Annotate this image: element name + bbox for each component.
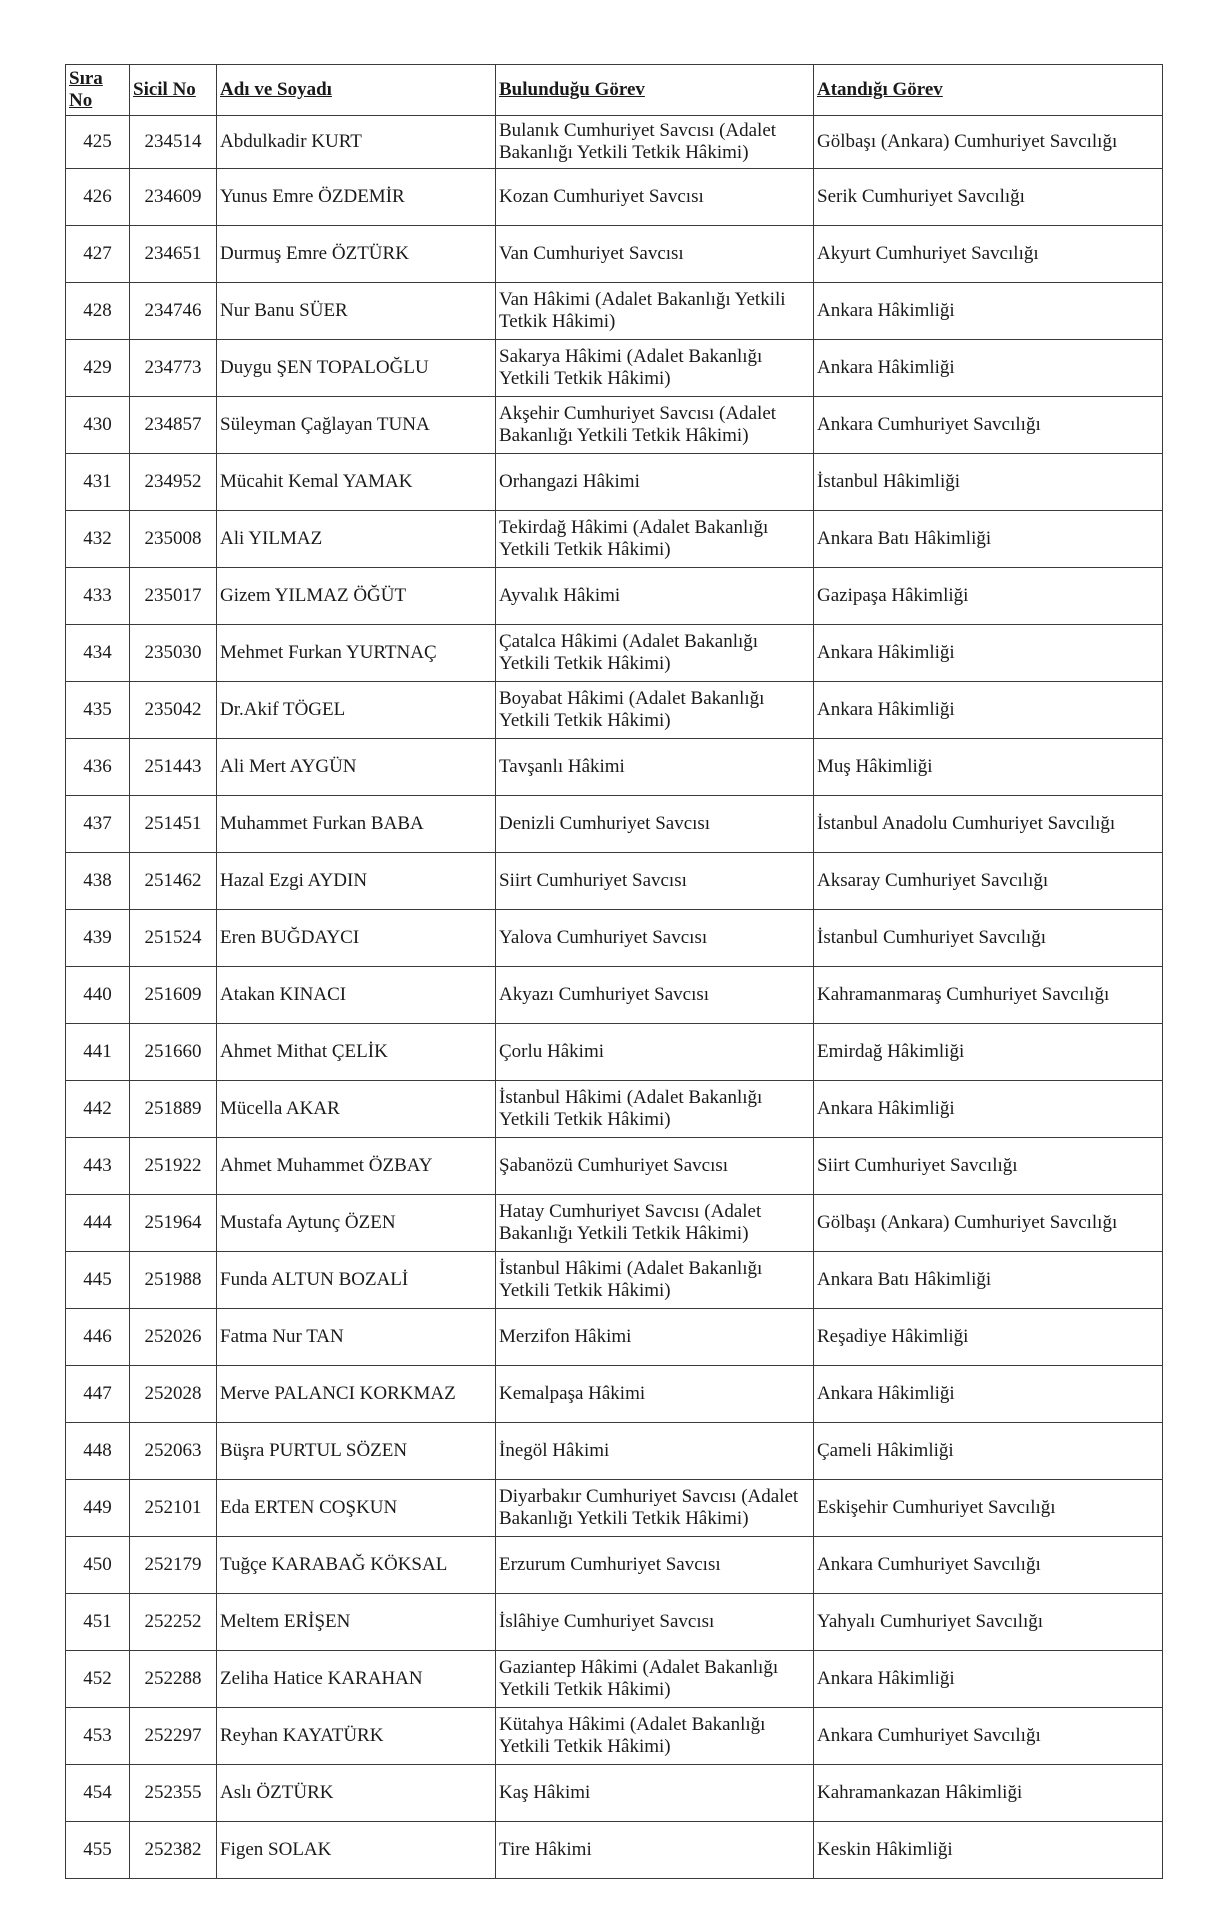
cell-current-duty: Yalova Cumhuriyet Savcısı [496,910,814,967]
cell-name: Ali Mert AYGÜN [217,739,496,796]
cell-name: Meltem ERİŞEN [217,1594,496,1651]
cell-name: Mustafa Aytunç ÖZEN [217,1195,496,1252]
cell-sicil-no: 251451 [130,796,217,853]
cell-name: Yunus Emre ÖZDEMİR [217,169,496,226]
cell-sira-no: 449 [66,1480,130,1537]
cell-current-duty: Bulanık Cumhuriyet Savcısı (Adalet Bakanlığı Yetkili Tetkik Hâkimi) [496,116,814,169]
cell-current-duty: Sakarya Hâkimi (Adalet Bakanlığı Yetkili Tetkik Hâkimi) [496,340,814,397]
cell-sira-no: 432 [66,511,130,568]
table-row [66,739,1163,796]
cell-assigned-duty: Ankara Hâkimliği [814,1651,1163,1708]
cell-current-duty: Boyabat Hâkimi (Adalet Bakanlığı Yetkili Tetkik Hâkimi) [496,682,814,739]
table-row [66,1309,1163,1366]
cell-current-duty: Akyazı Cumhuriyet Savcısı [496,967,814,1024]
cell-sira-no: 438 [66,853,130,910]
cell-assigned-duty: İstanbul Hâkimliği [814,454,1163,511]
table-row [66,853,1163,910]
cell-assigned-duty: Ankara Cumhuriyet Savcılığı [814,397,1163,454]
cell-name: Süleyman Çağlayan TUNA [217,397,496,454]
cell-name: Abdulkadir KURT [217,116,496,169]
cell-sicil-no: 234773 [130,340,217,397]
cell-current-duty: İslâhiye Cumhuriyet Savcısı [496,1594,814,1651]
cell-assigned-duty: Keskin Hâkimliği [814,1822,1163,1879]
cell-sicil-no: 252252 [130,1594,217,1651]
cell-sicil-no: 252179 [130,1537,217,1594]
table-row [66,454,1163,511]
cell-current-duty: Hatay Cumhuriyet Savcısı (Adalet Bakanlığı Yetkili Tetkik Hâkimi) [496,1195,814,1252]
table-header-row [66,65,1163,116]
cell-sicil-no: 251889 [130,1081,217,1138]
cell-current-duty: Kütahya Hâkimi (Adalet Bakanlığı Yetkili Tetkik Hâkimi) [496,1708,814,1765]
table-row [66,1651,1163,1708]
cell-assigned-duty: Kahramankazan Hâkimliği [814,1765,1163,1822]
cell-sicil-no: 251443 [130,739,217,796]
cell-sicil-no: 251609 [130,967,217,1024]
cell-name: Fatma Nur TAN [217,1309,496,1366]
cell-current-duty: Tekirdağ Hâkimi (Adalet Bakanlığı Yetkili Tetkik Hâkimi) [496,511,814,568]
cell-sira-no: 431 [66,454,130,511]
cell-name: Muhammet Furkan BABA [217,796,496,853]
cell-sicil-no: 235008 [130,511,217,568]
table-row [66,397,1163,454]
cell-assigned-duty: Gölbaşı (Ankara) Cumhuriyet Savcılığı [814,116,1163,169]
cell-assigned-duty: Ankara Hâkimliği [814,1081,1163,1138]
cell-sira-no: 430 [66,397,130,454]
cell-name: Durmuş Emre ÖZTÜRK [217,226,496,283]
cell-current-duty: Kaş Hâkimi [496,1765,814,1822]
cell-assigned-duty: Aksaray Cumhuriyet Savcılığı [814,853,1163,910]
cell-sicil-no: 235042 [130,682,217,739]
cell-assigned-duty: Reşadiye Hâkimliği [814,1309,1163,1366]
table-row [66,511,1163,568]
table-row [66,1708,1163,1765]
table-row [66,1594,1163,1651]
cell-sira-no: 447 [66,1366,130,1423]
cell-name: Ali YILMAZ [217,511,496,568]
cell-assigned-duty: Muş Hâkimliği [814,739,1163,796]
cell-sira-no: 427 [66,226,130,283]
cell-assigned-duty: Ankara Batı Hâkimliği [814,511,1163,568]
table-row [66,625,1163,682]
cell-sicil-no: 252101 [130,1480,217,1537]
table-row [66,1138,1163,1195]
cell-sicil-no: 251660 [130,1024,217,1081]
cell-sicil-no: 252026 [130,1309,217,1366]
cell-sira-no: 435 [66,682,130,739]
cell-assigned-duty: Siirt Cumhuriyet Savcılığı [814,1138,1163,1195]
cell-name: Dr.Akif TÖGEL [217,682,496,739]
cell-sicil-no: 251922 [130,1138,217,1195]
cell-sira-no: 450 [66,1537,130,1594]
cell-name: Gizem YILMAZ ÖĞÜT [217,568,496,625]
cell-sicil-no: 251462 [130,853,217,910]
cell-sicil-no: 235017 [130,568,217,625]
header-assigned-duty: Atandığı Görev [814,65,1163,116]
cell-name: Duygu ŞEN TOPALOĞLU [217,340,496,397]
cell-assigned-duty: Ankara Hâkimliği [814,340,1163,397]
cell-assigned-duty: Emirdağ Hâkimliği [814,1024,1163,1081]
table-body [66,116,1163,1879]
cell-current-duty: Siirt Cumhuriyet Savcısı [496,853,814,910]
cell-name: Mehmet Furkan YURTNAÇ [217,625,496,682]
cell-assigned-duty: Ankara Cumhuriyet Savcılığı [814,1708,1163,1765]
table-row [66,1765,1163,1822]
cell-sira-no: 441 [66,1024,130,1081]
table-row [66,1252,1163,1309]
cell-assigned-duty: Ankara Hâkimliği [814,1366,1163,1423]
cell-current-duty: İnegöl Hâkimi [496,1423,814,1480]
cell-current-duty: Denizli Cumhuriyet Savcısı [496,796,814,853]
cell-assigned-duty: Ankara Hâkimliği [814,283,1163,340]
cell-sira-no: 429 [66,340,130,397]
cell-sicil-no: 252063 [130,1423,217,1480]
cell-sira-no: 440 [66,967,130,1024]
cell-sicil-no: 251988 [130,1252,217,1309]
table-row [66,796,1163,853]
cell-name: Aslı ÖZTÜRK [217,1765,496,1822]
cell-current-duty: Erzurum Cumhuriyet Savcısı [496,1537,814,1594]
cell-name: Merve PALANCI KORKMAZ [217,1366,496,1423]
cell-current-duty: İstanbul Hâkimi (Adalet Bakanlığı Yetkili Tetkik Hâkimi) [496,1252,814,1309]
cell-sira-no: 443 [66,1138,130,1195]
table-row [66,1366,1163,1423]
cell-name: Figen SOLAK [217,1822,496,1879]
cell-sicil-no: 252382 [130,1822,217,1879]
cell-assigned-duty: Çameli Hâkimliği [814,1423,1163,1480]
cell-assigned-duty: Gazipaşa Hâkimliği [814,568,1163,625]
cell-assigned-duty: Akyurt Cumhuriyet Savcılığı [814,226,1163,283]
cell-sira-no: 436 [66,739,130,796]
cell-current-duty: Çatalca Hâkimi (Adalet Bakanlığı Yetkili Tetkik Hâkimi) [496,625,814,682]
cell-name: Büşra PURTUL SÖZEN [217,1423,496,1480]
cell-assigned-duty: Ankara Batı Hâkimliği [814,1252,1163,1309]
cell-current-duty: Akşehir Cumhuriyet Savcısı (Adalet Bakanlığı Yetkili Tetkik Hâkimi) [496,397,814,454]
cell-current-duty: Kozan Cumhuriyet Savcısı [496,169,814,226]
table-row [66,169,1163,226]
cell-name: Atakan KINACI [217,967,496,1024]
cell-sira-no: 452 [66,1651,130,1708]
cell-sira-no: 426 [66,169,130,226]
table-row [66,1081,1163,1138]
cell-assigned-duty: İstanbul Cumhuriyet Savcılığı [814,910,1163,967]
cell-sicil-no: 234609 [130,169,217,226]
cell-current-duty: İstanbul Hâkimi (Adalet Bakanlığı Yetkili Tetkik Hâkimi) [496,1081,814,1138]
cell-name: Eren BUĞDAYCI [217,910,496,967]
table-row [66,1480,1163,1537]
cell-sicil-no: 251964 [130,1195,217,1252]
cell-sira-no: 455 [66,1822,130,1879]
cell-name: Eda ERTEN COŞKUN [217,1480,496,1537]
cell-sira-no: 453 [66,1708,130,1765]
cell-sira-no: 439 [66,910,130,967]
cell-name: Nur Banu SÜER [217,283,496,340]
cell-assigned-duty: Ankara Hâkimliği [814,682,1163,739]
header-name: Adı ve Soyadı [217,65,496,116]
cell-name: Ahmet Muhammet ÖZBAY [217,1138,496,1195]
cell-sira-no: 433 [66,568,130,625]
table-row [66,568,1163,625]
cell-sicil-no: 252028 [130,1366,217,1423]
cell-sicil-no: 234857 [130,397,217,454]
table-row [66,1822,1163,1879]
cell-assigned-duty: Serik Cumhuriyet Savcılığı [814,169,1163,226]
cell-sicil-no: 234514 [130,116,217,169]
cell-sira-no: 442 [66,1081,130,1138]
cell-sicil-no: 234651 [130,226,217,283]
cell-sira-no: 425 [66,116,130,169]
assignment-table [65,64,1163,1879]
table-row [66,283,1163,340]
table-row [66,340,1163,397]
header-sicil-no: Sicil No [130,65,217,116]
cell-sicil-no: 252297 [130,1708,217,1765]
cell-name: Mücahit Kemal YAMAK [217,454,496,511]
cell-sicil-no: 252355 [130,1765,217,1822]
table-row [66,226,1163,283]
cell-sicil-no: 234952 [130,454,217,511]
cell-current-duty: Van Cumhuriyet Savcısı [496,226,814,283]
cell-sira-no: 428 [66,283,130,340]
cell-assigned-duty: Ankara Hâkimliği [814,625,1163,682]
cell-sira-no: 451 [66,1594,130,1651]
cell-current-duty: Merzifon Hâkimi [496,1309,814,1366]
table-row [66,1423,1163,1480]
table-row [66,910,1163,967]
cell-current-duty: Tire Hâkimi [496,1822,814,1879]
cell-name: Funda ALTUN BOZALİ [217,1252,496,1309]
header-sira-no: Sıra No [66,65,130,116]
cell-current-duty: Kemalpaşa Hâkimi [496,1366,814,1423]
cell-sicil-no: 251524 [130,910,217,967]
header-current-duty: Bulunduğu Görev [496,65,814,116]
cell-current-duty: Çorlu Hâkimi [496,1024,814,1081]
cell-current-duty: Gaziantep Hâkimi (Adalet Bakanlığı Yetkili Tetkik Hâkimi) [496,1651,814,1708]
cell-sicil-no: 234746 [130,283,217,340]
table-row [66,682,1163,739]
cell-assigned-duty: Kahramanmaraş Cumhuriyet Savcılığı [814,967,1163,1024]
cell-sira-no: 445 [66,1252,130,1309]
cell-sicil-no: 235030 [130,625,217,682]
cell-current-duty: Orhangazi Hâkimi [496,454,814,511]
cell-sira-no: 446 [66,1309,130,1366]
cell-assigned-duty: Yahyalı Cumhuriyet Savcılığı [814,1594,1163,1651]
table-row [66,1024,1163,1081]
cell-current-duty: Diyarbakır Cumhuriyet Savcısı (Adalet Bakanlığı Yetkili Tetkik Hâkimi) [496,1480,814,1537]
cell-assigned-duty: İstanbul Anadolu Cumhuriyet Savcılığı [814,796,1163,853]
cell-current-duty: Van Hâkimi (Adalet Bakanlığı Yetkili Tetkik Hâkimi) [496,283,814,340]
cell-assigned-duty: Ankara Cumhuriyet Savcılığı [814,1537,1163,1594]
cell-sira-no: 437 [66,796,130,853]
cell-name: Reyhan KAYATÜRK [217,1708,496,1765]
cell-current-duty: Tavşanlı Hâkimi [496,739,814,796]
cell-sira-no: 434 [66,625,130,682]
cell-current-duty: Şabanözü Cumhuriyet Savcısı [496,1138,814,1195]
cell-name: Ahmet Mithat ÇELİK [217,1024,496,1081]
cell-name: Tuğçe KARABAĞ KÖKSAL [217,1537,496,1594]
cell-sira-no: 448 [66,1423,130,1480]
table-row [66,967,1163,1024]
cell-sira-no: 444 [66,1195,130,1252]
table-row [66,1537,1163,1594]
cell-sicil-no: 252288 [130,1651,217,1708]
cell-assigned-duty: Gölbaşı (Ankara) Cumhuriyet Savcılığı [814,1195,1163,1252]
cell-name: Hazal Ezgi AYDIN [217,853,496,910]
cell-name: Mücella AKAR [217,1081,496,1138]
cell-current-duty: Ayvalık Hâkimi [496,568,814,625]
cell-name: Zeliha Hatice KARAHAN [217,1651,496,1708]
table-row [66,1195,1163,1252]
cell-sira-no: 454 [66,1765,130,1822]
cell-assigned-duty: Eskişehir Cumhuriyet Savcılığı [814,1480,1163,1537]
table-row [66,116,1163,169]
